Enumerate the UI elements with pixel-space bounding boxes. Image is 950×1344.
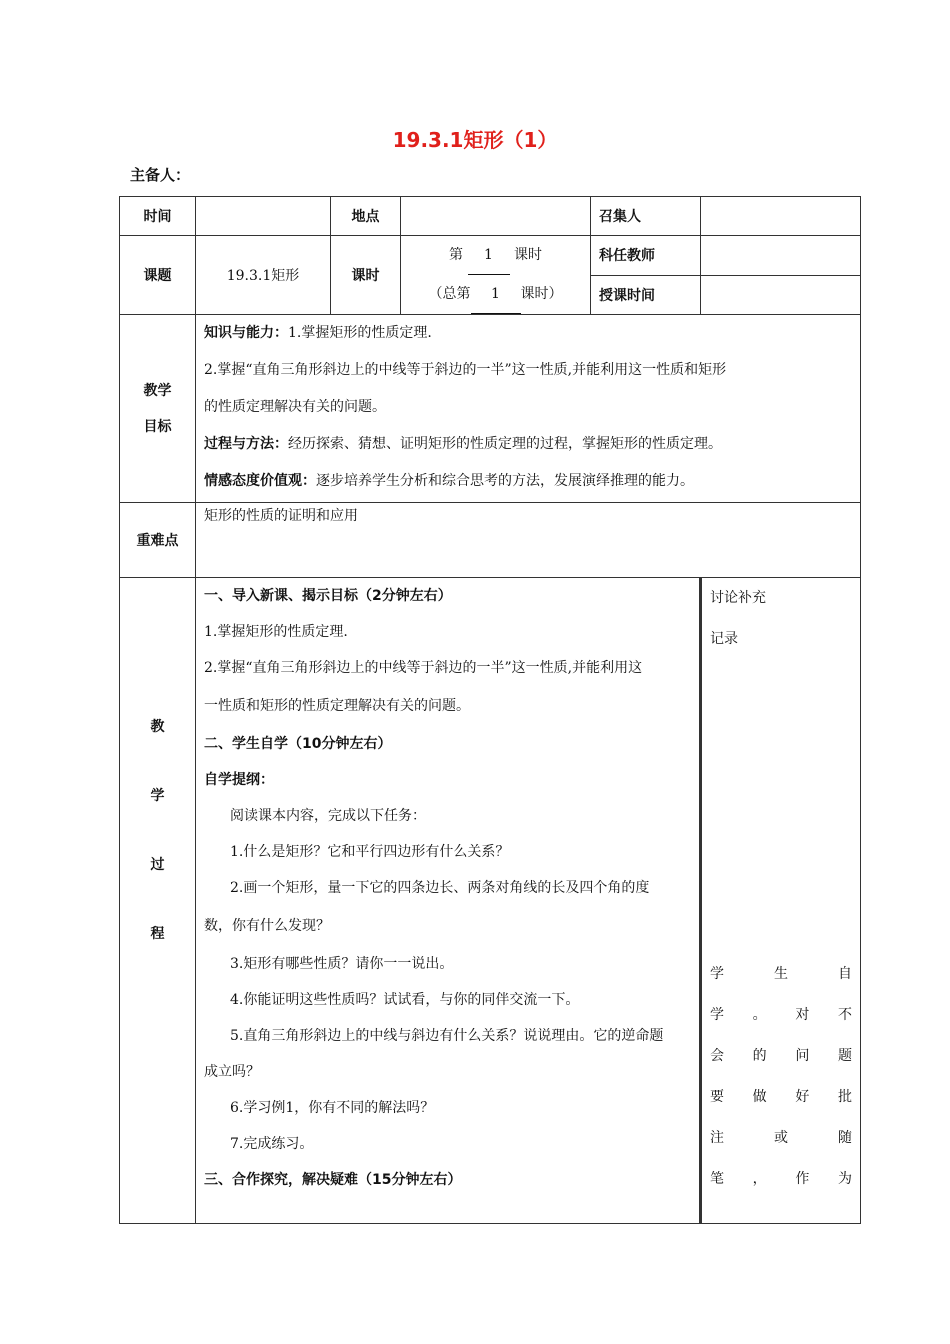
process-label	[120, 578, 196, 1224]
process-goal-text: 经历探索、猜想、证明矩形的性质定理的过程，掌握矩形的性质定理。	[288, 436, 722, 452]
section-2-title: 二、学生自学（10分钟左右）	[204, 736, 392, 752]
notes-title-2: 记录	[710, 631, 738, 647]
attitude-goal-text: 逐步培养学生分析和综合思考的方法，发展演绎推理的能力。	[316, 473, 694, 489]
question-5b: 成立吗？	[204, 1064, 260, 1080]
question-1: 1.什么是矩形？它和平行四边形有什么关系？	[230, 844, 510, 860]
period-line-1	[401, 236, 590, 275]
question-3: 3.矩形有哪些性质？请你一一说出。	[230, 956, 454, 972]
period-suffix: 课时	[513, 247, 542, 263]
convener-value-cell	[701, 197, 861, 236]
convener-label: 召集人	[591, 197, 701, 236]
section-1-item-2a: 2.掌握“直角三角形斜边上的中线等于斜边的一半”这一性质,并能利用这	[204, 660, 643, 676]
goals-label	[120, 315, 196, 503]
lecture-time-value-cell	[701, 275, 861, 315]
time-value-cell	[196, 197, 331, 236]
period-total-prefix: （总第	[428, 286, 471, 302]
place-value-cell	[401, 197, 591, 236]
note-line-6: 笔，作为	[710, 1171, 852, 1187]
goals-label-line-2: 目标	[143, 418, 172, 435]
section-1-item-1: 1.掌握矩形的性质定理.	[204, 624, 348, 640]
process-content	[196, 578, 701, 1224]
note-line-1: 学 生 自	[710, 966, 852, 982]
note-line-2: 学。对不	[710, 1007, 852, 1023]
self-study-outline-label: 自学提纲：	[204, 772, 274, 788]
question-6: 6.学习例1，你有不同的解法吗？	[230, 1100, 435, 1116]
discussion-notes	[701, 578, 861, 1224]
lecture-time-label: 授课时间	[591, 275, 701, 315]
period-cell	[401, 236, 591, 315]
notes-spacer	[710, 660, 852, 954]
period-total-number: 1	[471, 275, 521, 314]
period-prefix: 第	[449, 247, 464, 263]
question-4: 4.你能证明这些性质吗？试试看，与你的同伴交流一下。	[230, 992, 580, 1008]
process-goal-label: 过程与方法：	[204, 436, 288, 452]
knowledge-item-1: 1.掌握矩形的性质定理.	[288, 325, 432, 341]
note-line-3: 会的问题	[710, 1048, 852, 1064]
notes-title-1: 讨论补充	[710, 590, 766, 606]
question-5a: 5.直角三角形斜边上的中线与斜边有什么关系？说说理由。它的逆命题	[230, 1028, 664, 1044]
knowledge-item-2b: 的性质定理解决有关的问题。	[204, 399, 386, 415]
period-line-2	[401, 275, 590, 314]
teacher-label: 科任教师	[591, 236, 701, 276]
topic-label: 课题	[120, 236, 196, 315]
attitude-goal-label: 情感态度价值观：	[204, 473, 316, 489]
knowledge-line-1	[204, 315, 852, 352]
topic-value: 19.3.1矩形	[196, 236, 331, 315]
key-points-label: 重难点	[120, 503, 196, 578]
process-label-char-3: 过	[150, 857, 165, 873]
lesson-plan-table	[119, 196, 861, 1224]
process-label-char-1: 教	[150, 719, 165, 735]
process-goal	[204, 426, 852, 463]
note-line-4: 要做好批	[710, 1089, 852, 1105]
section-1-item-2b: 一性质和矩形的性质定理解决有关的问题。	[204, 698, 470, 714]
period-number: 1	[468, 236, 510, 275]
key-points-text: 矩形的性质的证明和应用	[196, 503, 861, 578]
goals-label-line-1: 教学	[143, 382, 172, 399]
period-total-suffix: 课时）	[520, 286, 563, 302]
knowledge-item-2a: 2.掌握“直角三角形斜边上的中线等于斜边的一半”这一性质,并能利用这一性质和矩形	[204, 362, 727, 378]
teacher-value-cell	[701, 236, 861, 276]
self-study-intro: 阅读课本内容，完成以下任务：	[230, 808, 426, 824]
section-1-title: 一、导入新课、揭示目标（2分钟左右）	[204, 588, 452, 604]
goals-content	[196, 315, 861, 503]
knowledge-label: 知识与能力：	[204, 325, 288, 341]
question-2a: 2.画一个矩形，量一下它的四条边长、两条对角线的长及四个角的度	[230, 880, 650, 896]
time-label: 时间	[120, 197, 196, 236]
place-label: 地点	[331, 197, 401, 236]
process-label-char-4: 程	[150, 926, 165, 942]
question-2b: 数，你有什么发现？	[204, 918, 330, 934]
process-label-char-2: 学	[150, 788, 165, 804]
document-title: 19.3.1矩形（1）	[392, 128, 558, 152]
preparer-label: 主备人：	[130, 166, 191, 184]
note-line-5: 注 或 随	[710, 1130, 852, 1146]
period-label: 课时	[331, 236, 401, 315]
question-7: 7.完成练习。	[230, 1136, 314, 1152]
attitude-goal	[204, 463, 852, 500]
section-3-title: 三、合作探究，解决疑难（15分钟左右）	[204, 1172, 462, 1188]
